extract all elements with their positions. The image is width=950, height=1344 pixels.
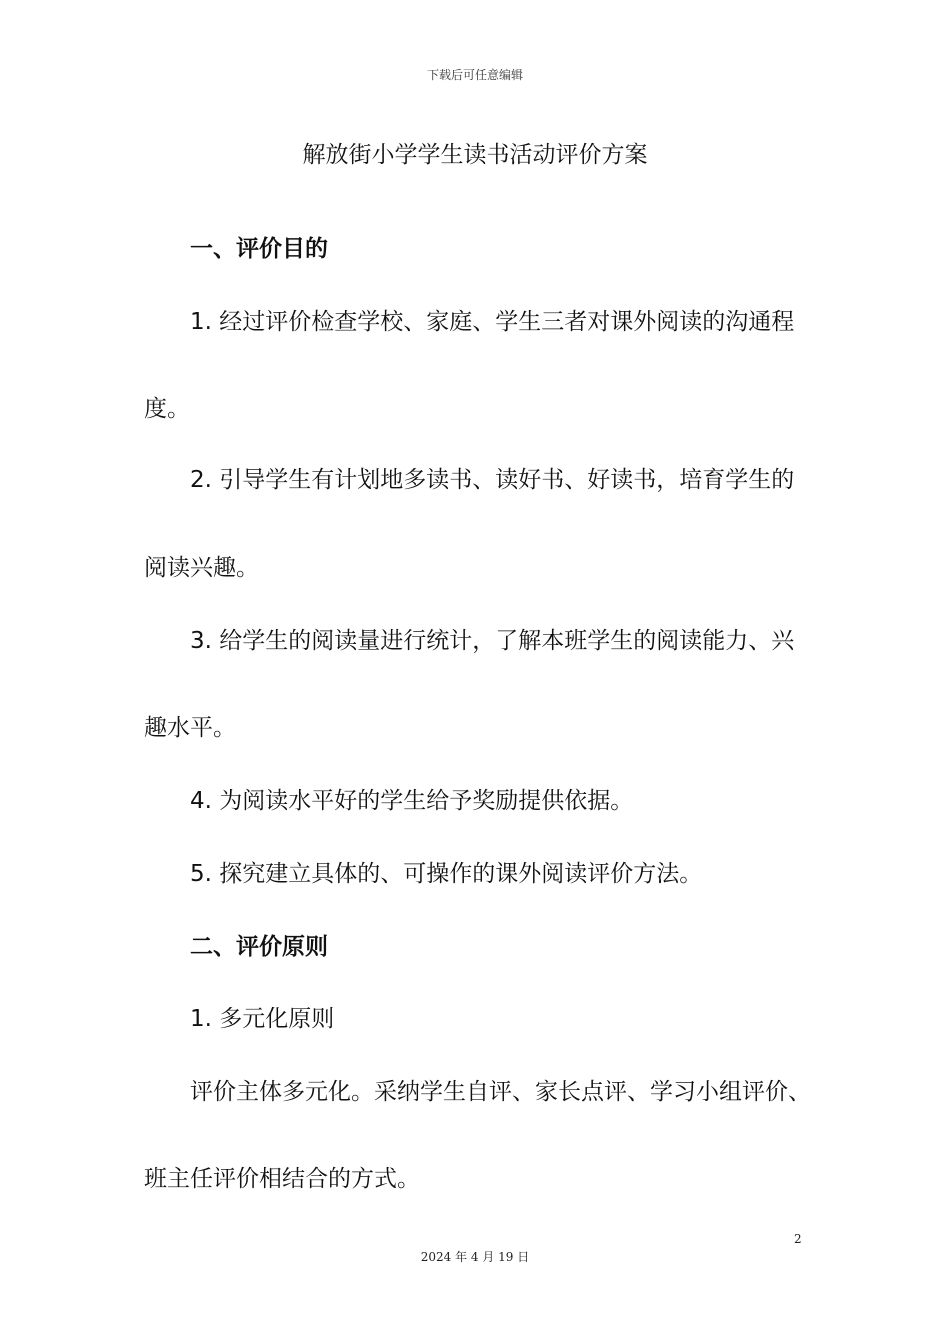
header-note: 下载后可任意编辑 (426, 68, 523, 82)
principle-item-1: 1. 多元化原则 (190, 1006, 335, 1032)
principle-paragraph-line-1: 评价主体多元化。采纳学生自评、家长点评、学习小组评价、 (190, 1079, 811, 1105)
section-heading-evaluation-principles: 二、评价原则 (190, 934, 328, 960)
purpose-item-1-line-2: 度。 (144, 396, 190, 422)
document-title: 解放街小学学生读书活动评价方案 (302, 142, 648, 168)
page-number: 2 (794, 1232, 802, 1246)
purpose-item-1-line-1: 1. 经过评价检查学校、家庭、学生三者对课外阅读的沟通程 (190, 309, 795, 335)
purpose-item-2-line-1: 2. 引导学生有计划地多读书、读好书、好读书，培育学生的 (190, 467, 795, 493)
purpose-item-3-line-1: 3. 给学生的阅读量进行统计，了解本班学生的阅读能力、兴 (190, 628, 795, 654)
principle-paragraph-line-2: 班主任评价相结合的方式。 (144, 1166, 420, 1192)
section-heading-evaluation-purpose: 一、评价目的 (190, 236, 328, 262)
purpose-item-5: 5. 探究建立具体的、可操作的课外阅读评价方法。 (190, 861, 703, 887)
footer-date: 2024 年 4 月 19 日 (420, 1250, 530, 1264)
purpose-item-3-line-2: 趣水平。 (144, 715, 236, 741)
purpose-item-4: 4. 为阅读水平好的学生给予奖励提供依据。 (190, 788, 634, 814)
purpose-item-2-line-2: 阅读兴趣。 (144, 555, 259, 581)
